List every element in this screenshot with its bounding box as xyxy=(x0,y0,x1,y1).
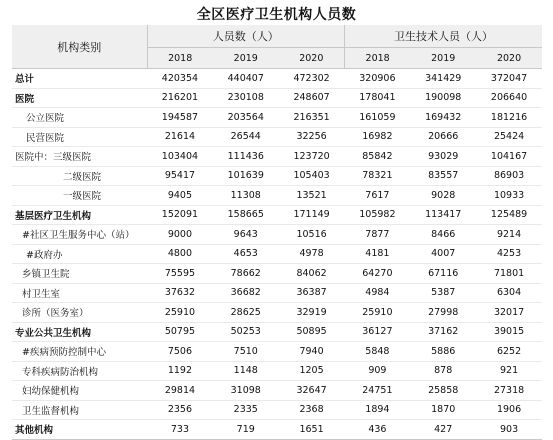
table-row xyxy=(12,283,542,303)
cell-value: 21614 xyxy=(147,127,213,147)
cell-value: 2356 xyxy=(147,400,213,420)
cell-value: 28625 xyxy=(213,303,279,323)
cell-value: 878 xyxy=(410,361,476,381)
cell-value: 472302 xyxy=(279,69,345,89)
table-row xyxy=(12,322,542,342)
row-label: 诊所（医务室） xyxy=(12,303,147,323)
row-label: 村卫生室 xyxy=(12,283,147,303)
cell-value: 16982 xyxy=(344,127,410,147)
cell-value: 37632 xyxy=(147,283,213,303)
row-label: 卫生监督机构 xyxy=(12,400,147,420)
cell-value: 169432 xyxy=(410,108,476,128)
row-label: 医院 xyxy=(12,88,147,108)
table-row xyxy=(12,381,542,401)
cell-value: 440407 xyxy=(213,69,279,89)
row-label: 基层医疗卫生机构 xyxy=(12,205,147,225)
cell-value: 25910 xyxy=(344,303,410,323)
cell-value: 719 xyxy=(213,420,279,440)
cell-value: 216201 xyxy=(147,88,213,108)
cell-value: 20666 xyxy=(410,127,476,147)
cell-value: 78321 xyxy=(344,166,410,186)
cell-value: 903 xyxy=(476,420,542,440)
cell-value: 171149 xyxy=(279,205,345,225)
table-row xyxy=(12,205,542,225)
cell-value: 10933 xyxy=(476,186,542,206)
cell-value: 230108 xyxy=(213,88,279,108)
cell-value: 7940 xyxy=(279,342,345,362)
cell-value: 1192 xyxy=(147,361,213,381)
cell-value: 50795 xyxy=(147,322,213,342)
cell-value: 161059 xyxy=(344,108,410,128)
cell-value: 203564 xyxy=(213,108,279,128)
cell-value: 4181 xyxy=(344,244,410,264)
row-label: #疾病预防控制中心 xyxy=(12,342,147,362)
cell-value: 125489 xyxy=(476,205,542,225)
cell-value: 71801 xyxy=(476,264,542,284)
table-row xyxy=(12,186,542,206)
cell-value: 216351 xyxy=(279,108,345,128)
cell-value: 27318 xyxy=(476,381,542,401)
row-label: 民营医院 xyxy=(12,127,147,147)
personnel-table xyxy=(12,25,542,440)
cell-value: 105403 xyxy=(279,166,345,186)
year-header: 2018 xyxy=(147,48,213,69)
table-row xyxy=(12,400,542,420)
year-header: 2019 xyxy=(213,48,279,69)
table-header xyxy=(12,25,542,69)
table-row xyxy=(12,225,542,245)
cell-value: 101639 xyxy=(213,166,279,186)
cell-value: 248607 xyxy=(279,88,345,108)
cell-value: 11308 xyxy=(213,186,279,206)
cell-value: 113417 xyxy=(410,205,476,225)
cell-value: 36387 xyxy=(279,283,345,303)
cell-value: 50253 xyxy=(213,322,279,342)
cell-value: 95417 xyxy=(147,166,213,186)
cell-value: 104167 xyxy=(476,147,542,167)
table-row xyxy=(12,342,542,362)
row-label: 专科疾病防治机构 xyxy=(12,361,147,381)
cell-value: 32256 xyxy=(279,127,345,147)
row-label: 乡镇卫生院 xyxy=(12,264,147,284)
cell-value: 8466 xyxy=(410,225,476,245)
cell-value: 37162 xyxy=(410,322,476,342)
cell-value: 29814 xyxy=(147,381,213,401)
cell-value: 39015 xyxy=(476,322,542,342)
table-row xyxy=(12,303,542,323)
year-header: 2018 xyxy=(344,48,410,69)
cell-value: 86903 xyxy=(476,166,542,186)
table-row xyxy=(12,361,542,381)
table-title: 全区医疗卫生机构人员数 xyxy=(196,7,357,23)
table-row xyxy=(12,127,542,147)
table-row xyxy=(12,88,542,108)
cell-value: 1205 xyxy=(279,361,345,381)
table-body xyxy=(12,69,542,440)
cell-value: 93029 xyxy=(410,147,476,167)
cell-value: 50895 xyxy=(279,322,345,342)
table-row xyxy=(12,147,542,167)
cell-value: 78662 xyxy=(213,264,279,284)
cell-value: 1894 xyxy=(344,400,410,420)
cell-value: 64270 xyxy=(344,264,410,284)
cell-value: 4800 xyxy=(147,244,213,264)
year-header: 2020 xyxy=(476,48,542,69)
cell-value: 25858 xyxy=(410,381,476,401)
table-row xyxy=(12,244,542,264)
cell-value: 190098 xyxy=(410,88,476,108)
cell-value: 26544 xyxy=(213,127,279,147)
year-header: 2020 xyxy=(279,48,345,69)
cell-value: 36127 xyxy=(344,322,410,342)
cell-value: 9028 xyxy=(410,186,476,206)
cell-value: 320906 xyxy=(344,69,410,89)
cell-value: 1870 xyxy=(410,400,476,420)
cell-value: 4978 xyxy=(279,244,345,264)
cell-value: 921 xyxy=(476,361,542,381)
cell-value: 178041 xyxy=(344,88,410,108)
cell-value: 32647 xyxy=(279,381,345,401)
table-row xyxy=(12,420,542,440)
cell-value: 1651 xyxy=(279,420,345,440)
cell-value: 9405 xyxy=(147,186,213,206)
row-label: 公立医院 xyxy=(12,108,147,128)
cell-value: 123720 xyxy=(279,147,345,167)
cell-value: 158665 xyxy=(213,205,279,225)
cell-value: 27998 xyxy=(410,303,476,323)
cell-value: 103404 xyxy=(147,147,213,167)
tech-group-header: 卫生技术人员（人） xyxy=(344,25,542,48)
cell-value: 420354 xyxy=(147,69,213,89)
cell-value: 111436 xyxy=(213,147,279,167)
personnel-group-header: 人员数（人） xyxy=(147,25,344,48)
cell-value: 4007 xyxy=(410,244,476,264)
cell-value: 13521 xyxy=(279,186,345,206)
cell-value: 4253 xyxy=(476,244,542,264)
year-header: 2019 xyxy=(410,48,476,69)
row-label: 妇幼保健机构 xyxy=(12,381,147,401)
row-label: 专业公共卫生机构 xyxy=(12,322,147,342)
cell-value: 436 xyxy=(344,420,410,440)
cell-value: 24751 xyxy=(344,381,410,401)
cell-value: 7617 xyxy=(344,186,410,206)
cell-value: 152091 xyxy=(147,205,213,225)
cell-value: 5886 xyxy=(410,342,476,362)
cell-value: 25424 xyxy=(476,127,542,147)
cell-value: 75595 xyxy=(147,264,213,284)
cell-value: 2368 xyxy=(279,400,345,420)
cell-value: 427 xyxy=(410,420,476,440)
cell-value: 2335 xyxy=(213,400,279,420)
cell-value: 9643 xyxy=(213,225,279,245)
cell-value: 181216 xyxy=(476,108,542,128)
cell-value: 7510 xyxy=(213,342,279,362)
cell-value: 36682 xyxy=(213,283,279,303)
cell-value: 10516 xyxy=(279,225,345,245)
cell-value: 206640 xyxy=(476,88,542,108)
cell-value: 25910 xyxy=(147,303,213,323)
cell-value: 4653 xyxy=(213,244,279,264)
cell-value: 84062 xyxy=(279,264,345,284)
cell-value: 372047 xyxy=(476,69,542,89)
row-label: 医院中：三级医院 xyxy=(12,147,147,167)
cell-value: 1906 xyxy=(476,400,542,420)
row-label: 二级医院 xyxy=(12,166,147,186)
cell-value: 6252 xyxy=(476,342,542,362)
cell-value: 9000 xyxy=(147,225,213,245)
category-header: 机构类别 xyxy=(12,25,147,69)
cell-value: 194587 xyxy=(147,108,213,128)
cell-value: 7506 xyxy=(147,342,213,362)
cell-value: 7877 xyxy=(344,225,410,245)
cell-value: 31098 xyxy=(213,381,279,401)
row-label: 总计 xyxy=(12,69,147,89)
cell-value: 5387 xyxy=(410,283,476,303)
cell-value: 67116 xyxy=(410,264,476,284)
cell-value: 1148 xyxy=(213,361,279,381)
cell-value: 32017 xyxy=(476,303,542,323)
cell-value: 733 xyxy=(147,420,213,440)
cell-value: 9214 xyxy=(476,225,542,245)
cell-value: 85842 xyxy=(344,147,410,167)
row-label: 其他机构 xyxy=(12,420,147,440)
table-row xyxy=(12,166,542,186)
row-label: #社区卫生服务中心（站） xyxy=(12,225,147,245)
cell-value: 105982 xyxy=(344,205,410,225)
table-row xyxy=(12,108,542,128)
cell-value: 83557 xyxy=(410,166,476,186)
cell-value: 5848 xyxy=(344,342,410,362)
row-label: #政府办 xyxy=(12,244,147,264)
cell-value: 909 xyxy=(344,361,410,381)
row-label: 一级医院 xyxy=(12,186,147,206)
cell-value: 6304 xyxy=(476,283,542,303)
table-row xyxy=(12,264,542,284)
table-row xyxy=(12,69,542,89)
cell-value: 32919 xyxy=(279,303,345,323)
cell-value: 4984 xyxy=(344,283,410,303)
cell-value: 341429 xyxy=(410,69,476,89)
